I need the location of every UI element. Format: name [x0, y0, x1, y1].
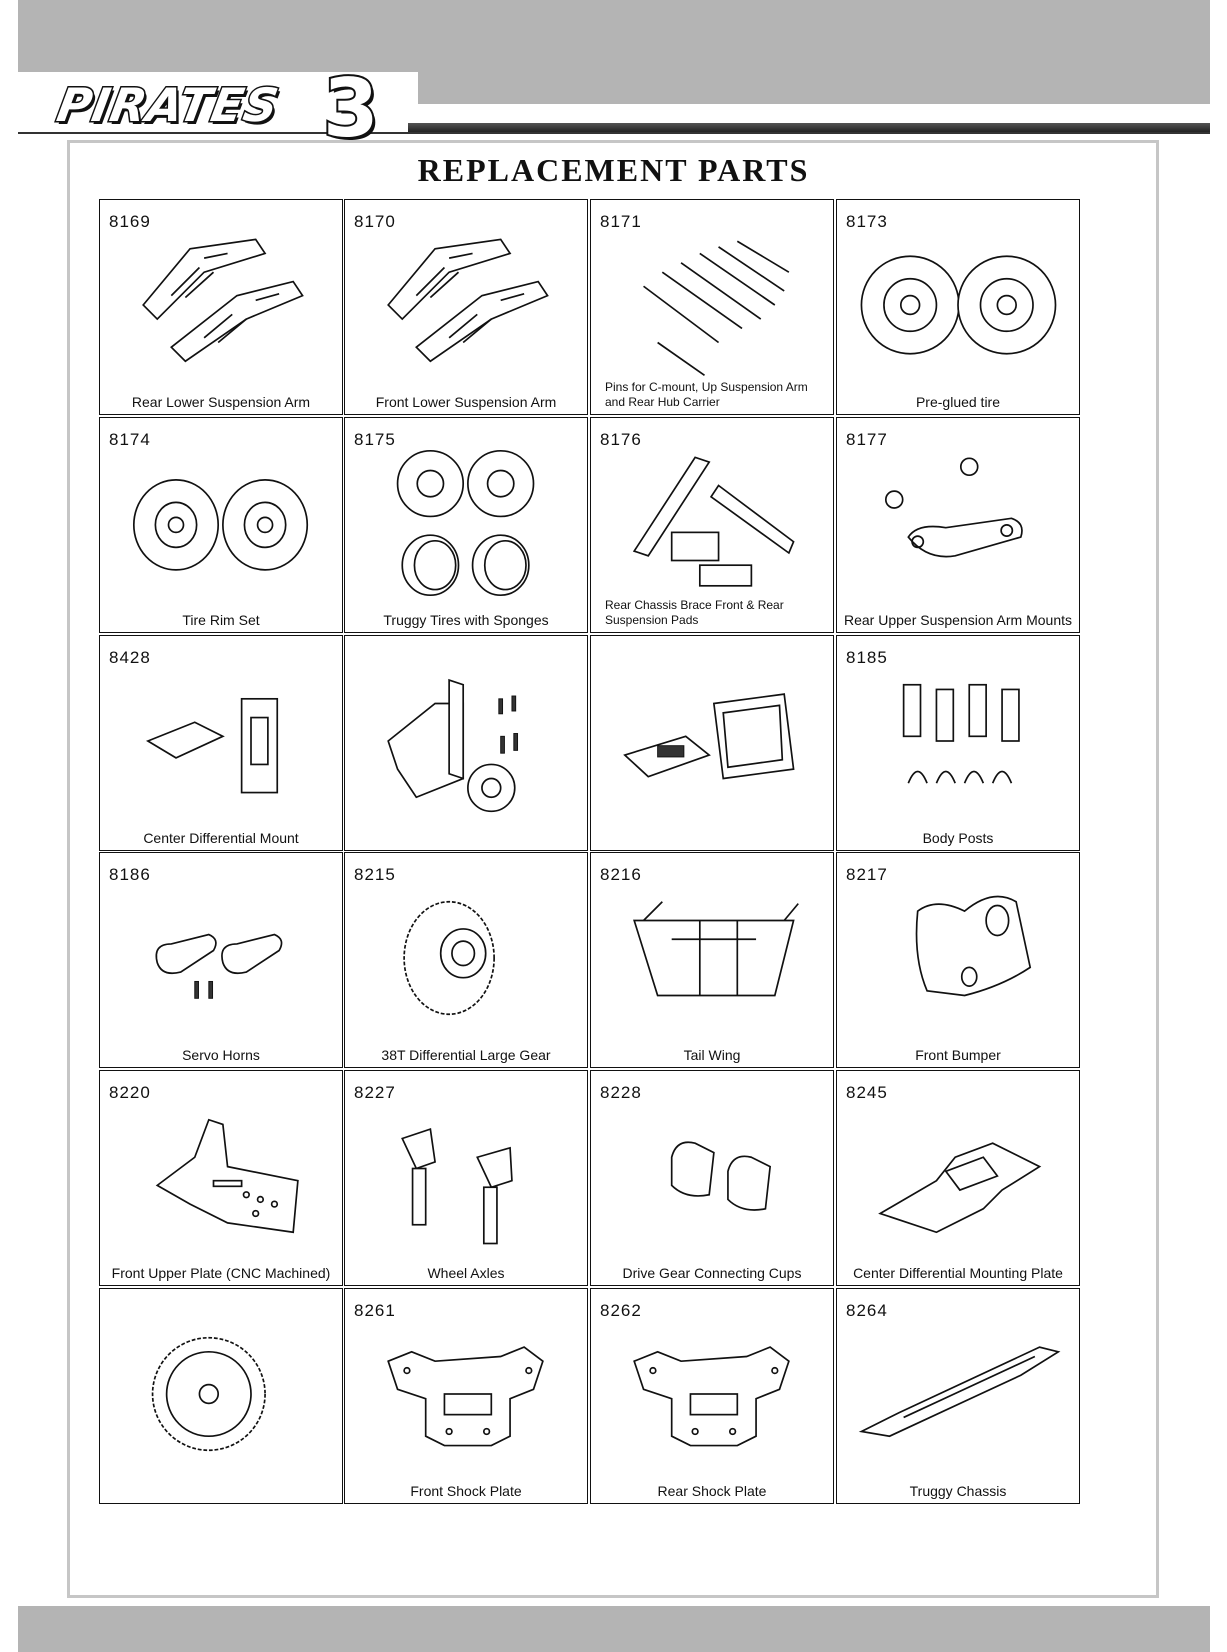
part-number: 8176	[600, 430, 642, 449]
part-caption: Front Bumper	[915, 1047, 1001, 1063]
part-caption: Front Upper Plate (CNC Machined)	[111, 1265, 331, 1281]
shock-plate-icon	[353, 1319, 579, 1469]
part-number: 8264	[846, 1301, 888, 1320]
part-number: 8245	[846, 1083, 888, 1102]
part-cell	[344, 1070, 588, 1286]
part-cell	[836, 1070, 1080, 1286]
part-caption: 38T Differential Large Gear	[381, 1047, 551, 1063]
brand-number: 3	[323, 62, 379, 155]
part-caption: Wheel Axles	[427, 1265, 505, 1281]
part-cell	[590, 635, 834, 851]
rims-icon	[108, 448, 334, 598]
part-caption: Rear Upper Suspension Arm Mounts	[844, 612, 1072, 628]
diff-plate-icon	[845, 1101, 1071, 1251]
part-cell	[836, 635, 1080, 851]
battery-box-icon	[599, 666, 825, 816]
part-caption: Pins for C-mount, Up Suspension Arm and Rear Hub Carrier	[605, 380, 808, 409]
part-number: 8261	[354, 1301, 396, 1320]
cups-icon	[599, 1101, 825, 1251]
spur-gear-icon	[108, 1319, 334, 1469]
suspension-arm-icon	[108, 230, 334, 380]
body-posts-icon	[845, 666, 1071, 816]
part-caption: Rear Lower Suspension Arm	[131, 394, 311, 410]
diff-mount-icon	[108, 666, 334, 816]
part-cell	[99, 1288, 343, 1504]
part-cell	[99, 417, 343, 633]
gear-icon	[353, 883, 579, 1033]
part-caption: Tail Wing	[683, 1047, 741, 1063]
bumper-icon	[845, 883, 1071, 1033]
part-cell	[836, 852, 1080, 1068]
servo-horns-icon	[108, 883, 334, 1033]
part-cell	[590, 199, 834, 415]
part-number: 8220	[109, 1083, 151, 1102]
part-number: 8215	[354, 865, 396, 884]
shock-plate-icon	[599, 1319, 825, 1469]
part-number: 8227	[354, 1083, 396, 1102]
part-cell	[99, 199, 343, 415]
pins-icon	[599, 230, 825, 380]
brand-logo	[18, 62, 1210, 155]
axles-icon	[353, 1101, 579, 1251]
part-number: 8171	[600, 212, 642, 231]
part-cell	[590, 417, 834, 633]
part-number: 8173	[846, 212, 888, 231]
part-caption: Drive Gear Connecting Cups	[622, 1265, 802, 1281]
part-caption: Servo Horns	[182, 1047, 260, 1063]
wing-icon	[599, 883, 825, 1033]
part-cell	[836, 1288, 1080, 1504]
part-number: 8185	[846, 648, 888, 667]
part-cell	[99, 852, 343, 1068]
part-number: 8217	[846, 865, 888, 884]
part-number: 8262	[600, 1301, 642, 1320]
part-caption: Rear Shock Plate	[657, 1483, 767, 1499]
part-number: 8170	[354, 212, 396, 231]
part-caption: Center Differential Mounting Plate	[853, 1265, 1063, 1281]
chassis-icon	[845, 1319, 1071, 1469]
part-number: 8428	[109, 648, 151, 667]
part-number: 8174	[109, 430, 151, 449]
page-title: REPLACEMENT PARTS	[417, 152, 810, 188]
part-cell	[590, 1288, 834, 1504]
part-cell	[344, 199, 588, 415]
part-caption: Rear Chassis Brace Front & Rear Suspension Pads	[605, 598, 784, 627]
part-cell	[99, 1070, 343, 1286]
arm-mount-icon	[845, 448, 1071, 598]
suspension-arm-icon	[353, 230, 579, 380]
chassis-brace-icon	[599, 448, 825, 598]
part-number: 8186	[109, 865, 151, 884]
part-number: 8177	[846, 430, 888, 449]
part-cell	[836, 199, 1080, 415]
engine-mount-icon	[353, 666, 579, 816]
part-cell	[590, 852, 834, 1068]
part-caption: Truggy Chassis	[909, 1483, 1007, 1499]
part-cell	[590, 1070, 834, 1286]
part-caption: Body Posts	[922, 830, 994, 846]
part-cell	[836, 417, 1080, 633]
brand-name: PIRATES	[53, 78, 284, 132]
part-number: 8216	[600, 865, 642, 884]
part-caption: Front Shock Plate	[410, 1483, 522, 1499]
part-caption: Pre-glued tire	[915, 394, 1001, 410]
part-cell	[344, 417, 588, 633]
bottom-band	[18, 1606, 1210, 1652]
part-number: 8169	[109, 212, 151, 231]
part-cell	[344, 635, 588, 851]
part-caption: Truggy Tires with Sponges	[383, 612, 549, 628]
part-cell	[344, 1288, 588, 1504]
part-caption: Center Differential Mount	[143, 830, 299, 846]
tires-icon	[845, 230, 1071, 380]
tires-sponges-icon	[353, 448, 579, 598]
part-cell	[344, 852, 588, 1068]
part-cell	[99, 635, 343, 851]
part-caption: Tire Rim Set	[182, 612, 260, 628]
part-caption: Front Lower Suspension Arm	[375, 394, 557, 410]
part-number: 8228	[600, 1083, 642, 1102]
part-number: 8175	[354, 430, 396, 449]
plate-icon	[108, 1101, 334, 1251]
